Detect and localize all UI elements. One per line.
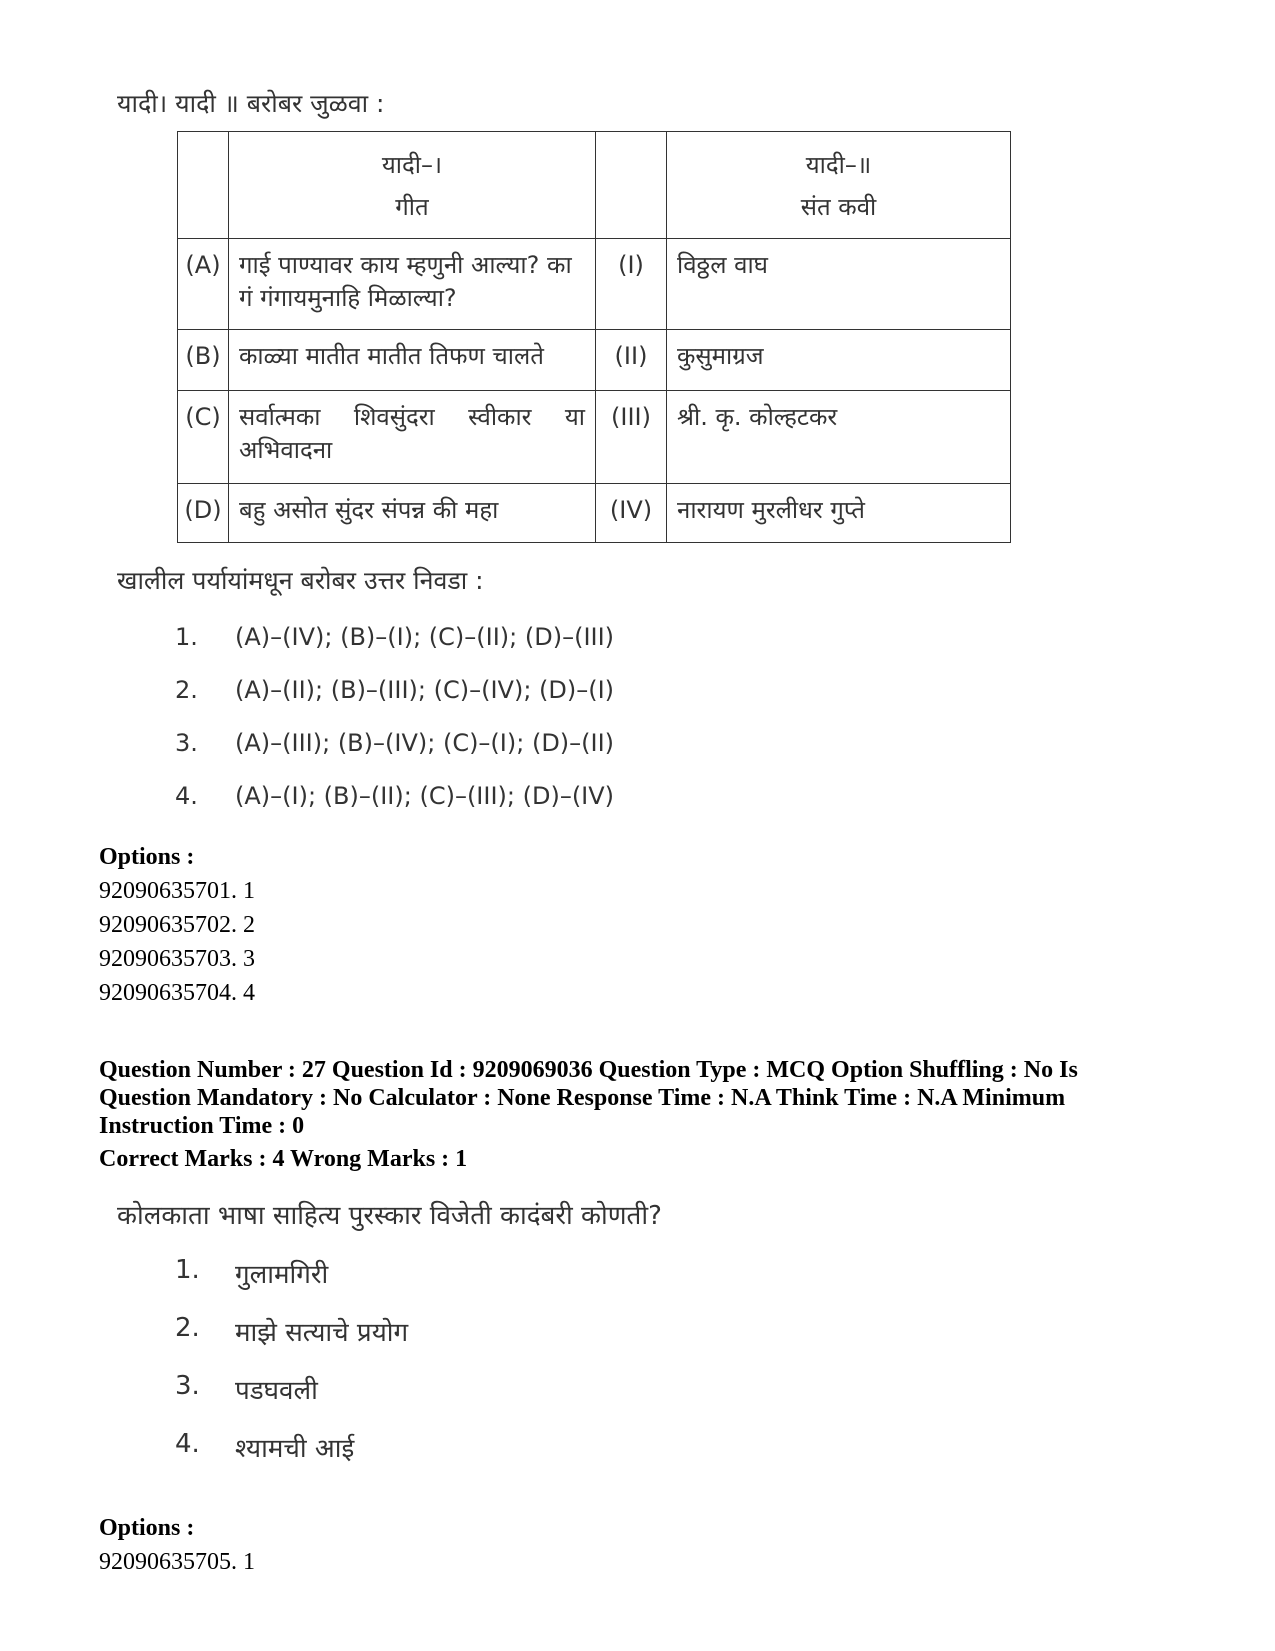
option-id: 92090635703. 3: [99, 946, 255, 972]
options-heading: Options :: [99, 844, 195, 870]
table-row: [178, 330, 1011, 391]
match-table: [177, 131, 1011, 543]
row-roman: (IV): [596, 484, 667, 543]
row-label: (C): [178, 391, 229, 484]
answer-choice: [175, 1255, 408, 1313]
row-roman: (II): [596, 330, 667, 391]
options-block: [99, 840, 255, 1010]
choice-number: 1.: [175, 1255, 200, 1285]
header-list1: [229, 132, 596, 239]
choice-number: 1.: [175, 623, 198, 651]
table-row: [178, 239, 1011, 330]
row-item: सर्वात्मका शिवसुंदरा स्वीकार या अभिवादना: [229, 391, 596, 484]
answer-choice: [175, 1371, 408, 1429]
option-id: 92090635701. 1: [99, 878, 255, 904]
choose-instruction: खालील पर्यायांमधून बरोबर उत्तर निवडा :: [117, 566, 484, 595]
header-list2-title: यादी–॥: [805, 151, 872, 179]
answer-choice-list: [175, 623, 614, 835]
choice-number: 2.: [175, 676, 198, 704]
choice-number: 2.: [175, 1313, 200, 1343]
row-match: श्री. कृ. कोल्हटकर: [667, 391, 1011, 484]
options-block: [99, 1511, 255, 1579]
table-row: [178, 484, 1011, 543]
row-item: बहु असोत सुंदर संपन्न की महा: [229, 484, 596, 543]
answer-choice-list: [175, 1255, 408, 1487]
row-roman: (I): [596, 239, 667, 330]
row-match: कुसुमाग्रज: [667, 330, 1011, 391]
header-list1-subtitle: गीत: [395, 193, 429, 221]
row-item: काळ्या मातीत मातीत तिफण चालते: [229, 330, 596, 391]
header-list1-title: यादी–।: [381, 151, 443, 179]
option-id: 92090635702. 2: [99, 912, 255, 938]
choice-text: (A)–(III); (B)–(IV); (C)–(I); (D)–(II): [235, 729, 615, 757]
row-label: (B): [178, 330, 229, 391]
question-marks: Correct Marks : 4 Wrong Marks : 1: [99, 1146, 468, 1172]
question-text: कोलकाता भाषा साहित्य पुरस्कार विजेती कादंबरी कोणती?: [117, 1201, 662, 1231]
row-label: (D): [178, 484, 229, 543]
row-match: नारायण मुरलीधर गुप्ते: [667, 484, 1011, 543]
answer-choice: [175, 729, 614, 782]
options-heading: Options :: [99, 1515, 195, 1541]
choice-text: श्यामची आई: [235, 1434, 355, 1464]
match-instruction: यादी। यादी ॥ बरोबर जुळवा :: [117, 89, 385, 118]
table-row: [178, 391, 1011, 484]
choice-text: पडघवली: [235, 1376, 318, 1406]
choice-number: 3.: [175, 1371, 200, 1401]
header-list2: [667, 132, 1011, 239]
row-item: गाई पाण्यावर काय म्हणुनी आल्या? का गं गंगायमुनाहि मिळाल्या?: [229, 239, 596, 330]
question-metadata: Question Number : 27 Question Id : 9209069036 Question Type : MCQ Option Shuffling : No Is Question Mandatory : No Calculator : None Response Time : N.A Think Time : N.A Minimum Instruction Time : 0: [99, 1057, 1078, 1139]
choice-text: गुलामगिरी: [235, 1260, 329, 1290]
answer-choice: [175, 623, 614, 676]
row-roman: (III): [596, 391, 667, 484]
choice-number: 4.: [175, 1429, 200, 1459]
choice-text: (A)–(I); (B)–(II); (C)–(III); (D)–(IV): [235, 782, 615, 810]
answer-choice: [175, 1313, 408, 1371]
choice-number: 4.: [175, 782, 198, 810]
header-list2-subtitle: संत कवी: [800, 193, 877, 221]
answer-choice: [175, 1429, 408, 1487]
row-match: विठ्ठल वाघ: [667, 239, 1011, 330]
choice-text: (A)–(II); (B)–(III); (C)–(IV); (D)–(I): [235, 676, 615, 704]
header-empty-cell: [596, 132, 667, 239]
choice-text: माझे सत्याचे प्रयोग: [235, 1318, 409, 1348]
option-id: 92090635704. 4: [99, 980, 255, 1006]
choice-number: 3.: [175, 729, 198, 757]
header-empty-cell: [178, 132, 229, 239]
choice-text: (A)–(IV); (B)–(I); (C)–(II); (D)–(III): [235, 623, 615, 651]
row-label: (A): [178, 239, 229, 330]
answer-choice: [175, 676, 614, 729]
table-header-row: [178, 132, 1011, 239]
option-id: 92090635705. 1: [99, 1549, 255, 1575]
answer-choice: [175, 782, 614, 835]
